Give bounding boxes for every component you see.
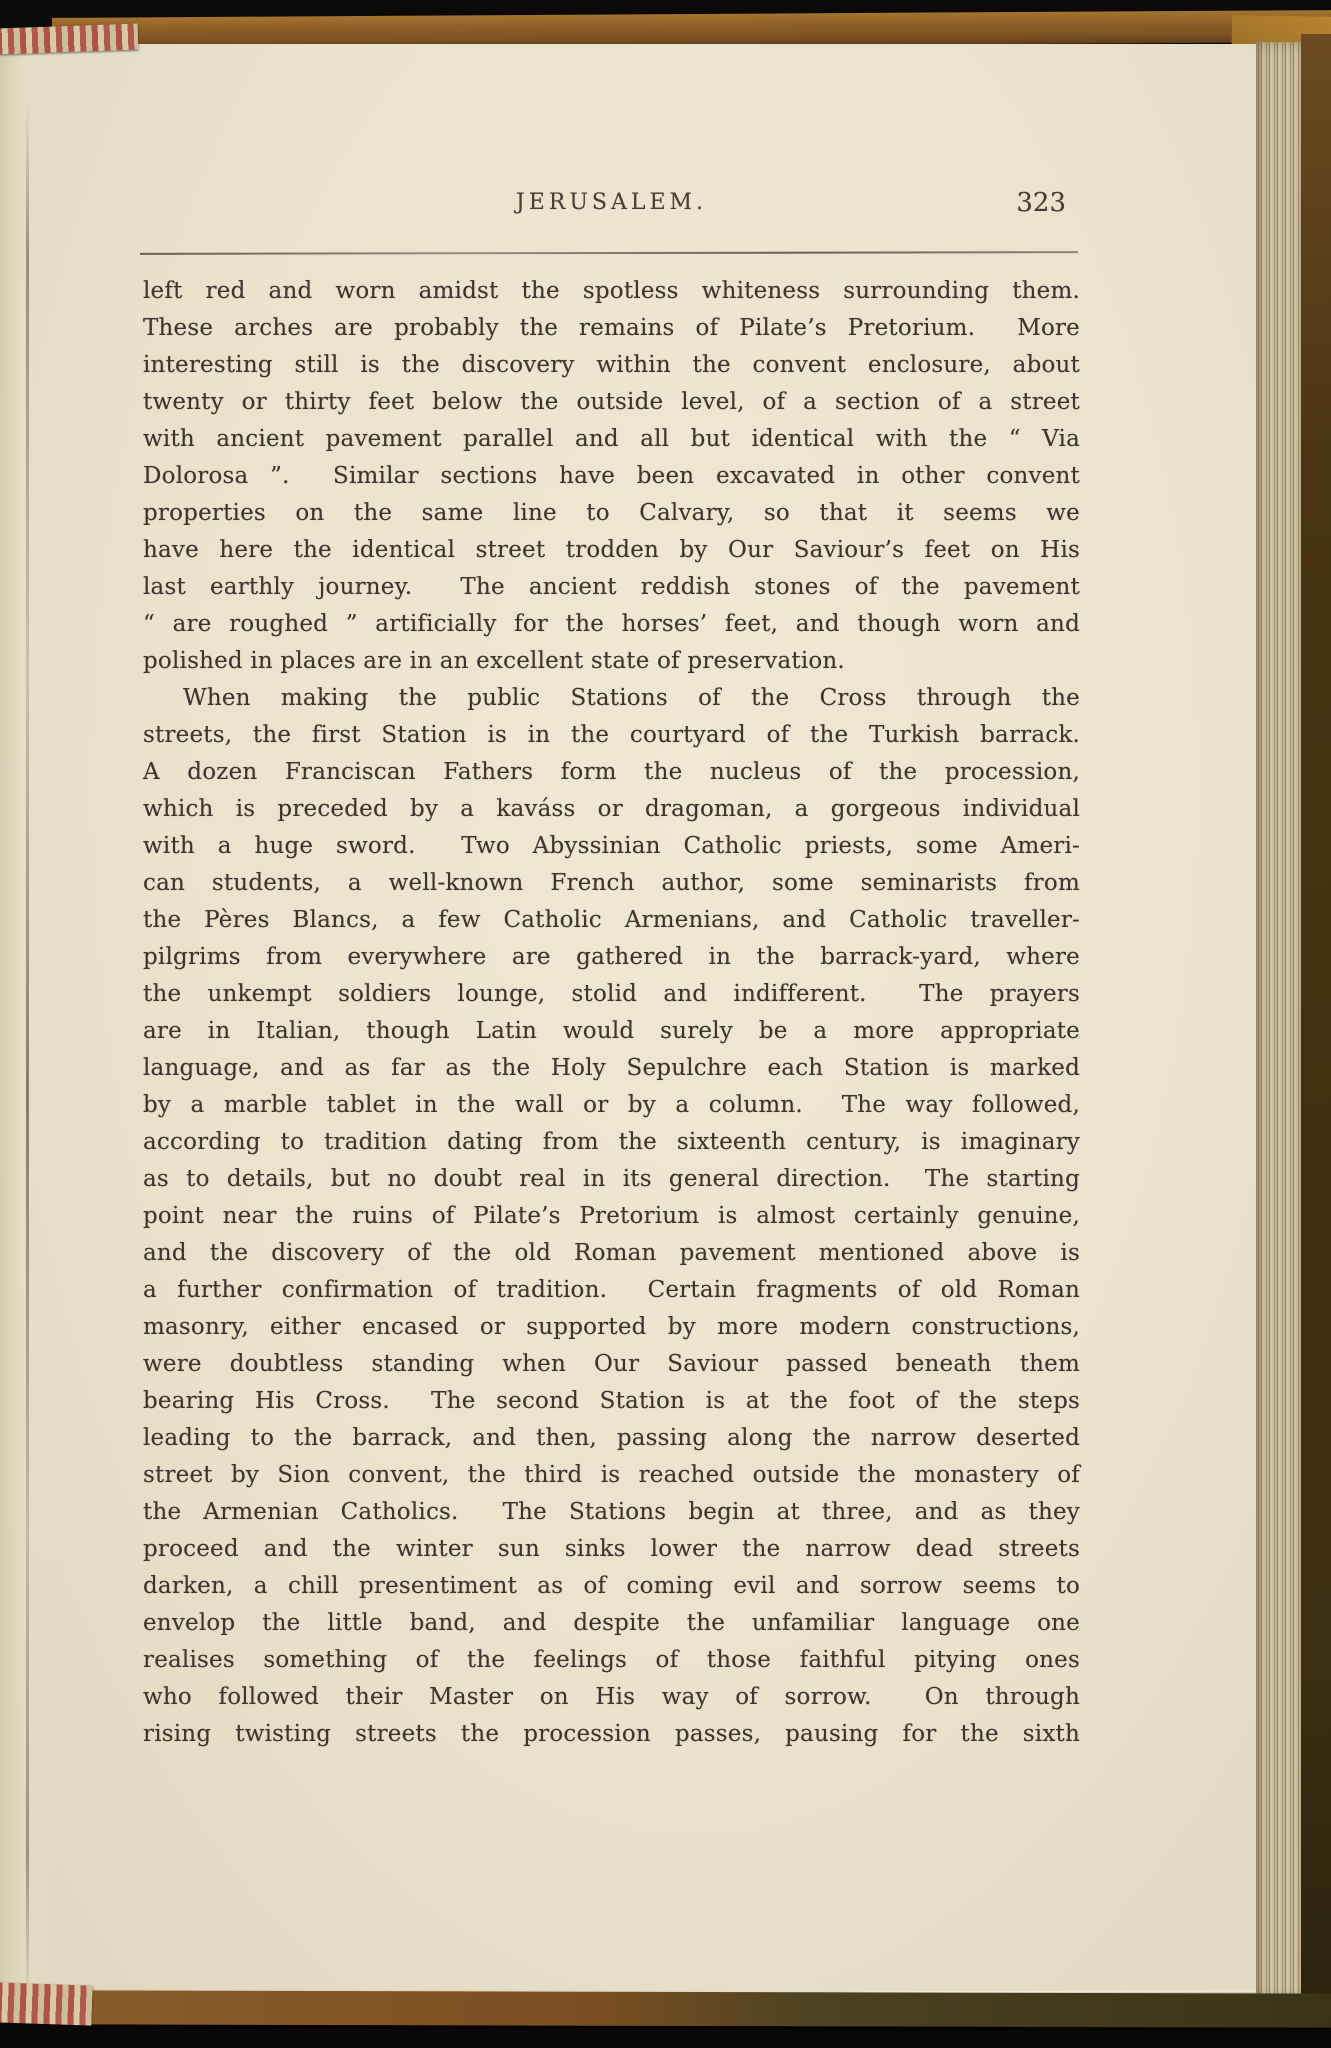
book-cover-bottom-edge bbox=[60, 1990, 1331, 2027]
text-line: point near the ruins of Pilate’s Pretorium is almost certainly genuine, bbox=[143, 1203, 1080, 1229]
text-line: These arches are probably the remains of Pilate’s Pretorium. More bbox=[143, 315, 1080, 341]
text-line: pilgrims from everywhere are gathered in the barrack-yard, where bbox=[143, 944, 1080, 970]
text-line: by a marble tablet in the wall or by a column. The way followed, bbox=[143, 1092, 1080, 1118]
text-line: interesting still is the discovery within the convent enclosure, about bbox=[143, 352, 1080, 378]
page-number: 323 bbox=[1016, 188, 1066, 218]
text-line: last earthly journey. The ancient reddish stones of the pavement bbox=[143, 574, 1080, 600]
text-line: darken, a chill presentiment as of coming evil and sorrow seems to bbox=[143, 1573, 1080, 1599]
text-line: the unkempt soldiers lounge, stolid and indifferent. The prayers bbox=[143, 981, 1080, 1007]
text-line: who followed their Master on His way of sorrow. On through bbox=[143, 1684, 1080, 1710]
text-line: which is preceded by a kaváss or dragoman, a gorgeous individual bbox=[143, 796, 1080, 822]
text-line: as to details, but no doubt real in its general direction. The starting bbox=[143, 1166, 1080, 1192]
text-line: A dozen Franciscan Fathers form the nucleus of the procession, bbox=[143, 759, 1080, 785]
text-line: Dolorosa ”. Similar sections have been excavated in other convent bbox=[143, 463, 1080, 489]
text-line: bearing His Cross. The second Station is at the foot of the steps bbox=[143, 1388, 1080, 1414]
text-line: with a huge sword. Two Abyssinian Catholic priests, some Ameri- bbox=[143, 833, 1080, 859]
text-line: were doubtless standing when Our Saviour passed beneath them bbox=[143, 1351, 1080, 1377]
text-line: streets, the first Station is in the courtyard of the Turkish barrack. bbox=[143, 722, 1080, 748]
gutter-crease bbox=[26, 104, 29, 2009]
text-line: proceed and the winter sun sinks lower the narrow dead streets bbox=[143, 1536, 1080, 1562]
text-line: the Armenian Catholics. The Stations begin at three, and as they bbox=[143, 1499, 1080, 1525]
text-line: are in Italian, though Latin would surely be a more appropriate bbox=[143, 1018, 1080, 1044]
text-line: rising twisting streets the procession passes, pausing for the sixth bbox=[143, 1721, 1080, 1747]
text-line: twenty or thirty feet below the outside level, of a section of a street bbox=[143, 389, 1080, 415]
text-line: according to tradition dating from the sixteenth century, is imaginary bbox=[143, 1129, 1080, 1155]
text-line: masonry, either encased or supported by more modern constructions, bbox=[143, 1314, 1080, 1340]
text-line: envelop the little band, and despite the unfamiliar language one bbox=[143, 1610, 1080, 1636]
endband-top bbox=[0, 24, 138, 55]
page-header bbox=[143, 190, 1080, 226]
book-cover-right-board bbox=[1301, 34, 1331, 2018]
text-line: with ancient pavement parallel and all but identical with the “ Via bbox=[143, 426, 1080, 452]
text-line: language, and as far as the Holy Sepulchre each Station is marked bbox=[143, 1055, 1080, 1081]
text-line: properties on the same line to Calvary, so that it seems we bbox=[143, 500, 1080, 526]
text-line: street by Sion convent, the third is reached outside the monastery of bbox=[143, 1462, 1080, 1488]
text-line: have here the identical street trodden by Our Saviour’s feet on His bbox=[143, 537, 1080, 563]
endband-bottom bbox=[0, 1982, 93, 2025]
text-line: When making the public Stations of the Cross through the bbox=[183, 685, 1080, 711]
running-title: JERUSALEM. bbox=[515, 190, 708, 215]
text-line: polished in places are in an excellent state of preservation. bbox=[143, 648, 845, 674]
text-line: can students, a well-known French author, some seminarists from bbox=[143, 870, 1080, 896]
page-stack-fore-edge bbox=[1256, 42, 1306, 2000]
body-text bbox=[143, 273, 1080, 1753]
text-line: the Pères Blancs, a few Catholic Armenians, and Catholic traveller- bbox=[143, 907, 1080, 933]
text-line: leading to the barrack, and then, passing along the narrow deserted bbox=[143, 1425, 1080, 1451]
text-line: and the discovery of the old Roman pavement mentioned above is bbox=[143, 1240, 1080, 1266]
text-line: realises something of the feelings of those faithful pitying ones bbox=[143, 1647, 1080, 1673]
text-line: “ are roughed ” artificially for the horses’ feet, and though worn and bbox=[143, 611, 1080, 637]
text-line: a further confirmation of tradition. Certain fragments of old Roman bbox=[143, 1277, 1080, 1303]
text-line: left red and worn amidst the spotless whiteness surrounding them. bbox=[143, 278, 1080, 304]
